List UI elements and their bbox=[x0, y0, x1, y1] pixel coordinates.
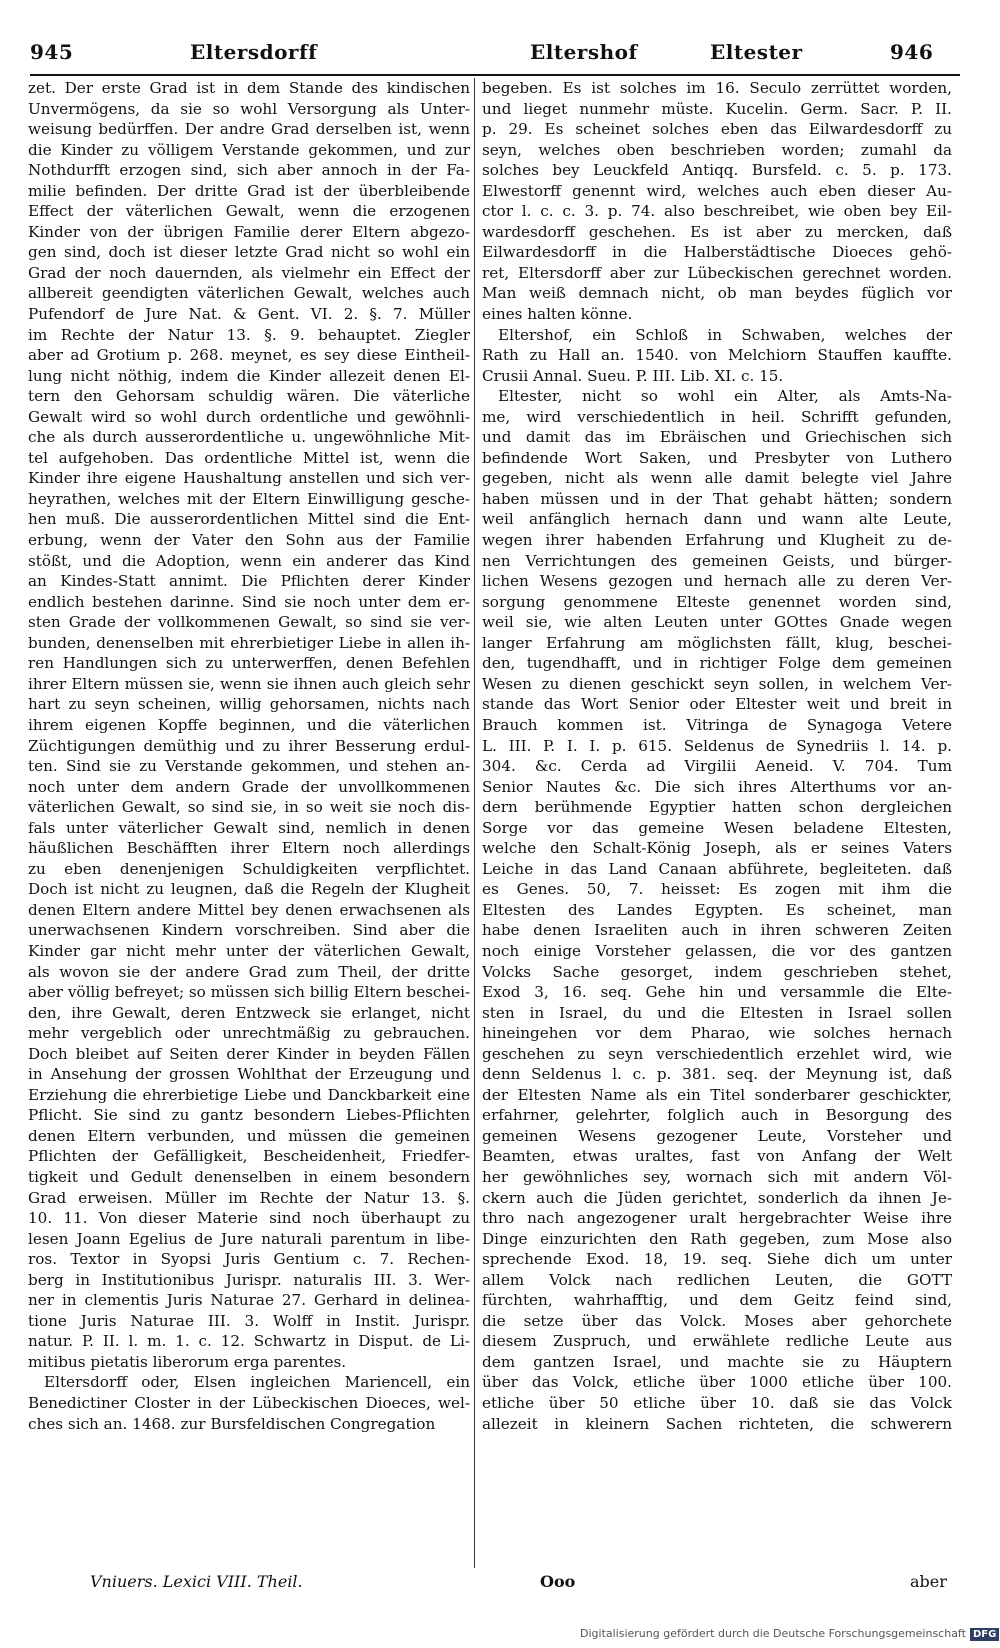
text-line: weil anfänglich hernach dann und wann alte Leute, bbox=[482, 510, 952, 529]
text-line: Doch bleibet auf Seiten derer Kinder in beyden Fällen bbox=[28, 1044, 470, 1063]
footer-signature: Ooo bbox=[540, 1572, 576, 1591]
text-line: me, wird verschiedentlich in heil. Schrifft gefunden, bbox=[482, 407, 952, 426]
text-line: Eltershof, ein Schloß in Schwaben, welches der bbox=[498, 325, 952, 344]
left-text-column bbox=[28, 78, 470, 1434]
text-line: Eltester, nicht so wohl ein Alter, als Amts-Na- bbox=[498, 387, 952, 406]
text-line: endlich bestehen darinne. Sind sie noch unter dem er- bbox=[28, 592, 470, 611]
text-line: stößt, und die Adoption, wenn ein anderer das Kind bbox=[28, 551, 470, 570]
text-line: ros. Textor in Syopsi Juris Gentium c. 7. Rechen- bbox=[28, 1250, 470, 1269]
text-line: Rath zu Hall an. 1540. von Melchiorn Stauffen kauffte. bbox=[482, 346, 952, 365]
text-line: ckern auch die Jüden gerichtet, sonderlich da ihnen Je- bbox=[482, 1188, 952, 1207]
text-line: Kinder gar nicht mehr unter der väterlichen Gewalt, bbox=[28, 941, 470, 960]
text-line: nen Verrichtungen des gemeinen Geists, und bürger- bbox=[482, 551, 952, 570]
text-line: lung nicht nöthig, indem die Kinder allezeit denen El- bbox=[28, 366, 470, 385]
text-line: Doch ist nicht zu leugnen, daß die Regeln der Klugheit bbox=[28, 880, 470, 899]
text-line: allezeit in kleinern Sachen richteten, die schwerern bbox=[482, 1414, 952, 1433]
text-line: gegeben, nicht als wenn alle damit belegte viel Jahre bbox=[482, 469, 952, 488]
text-line: Dinge einzurichten den Rath gegeben, zum Mose also bbox=[482, 1229, 952, 1248]
page-footer bbox=[30, 1572, 960, 1598]
footer-catchword: aber bbox=[910, 1572, 947, 1591]
text-line: lichen Wesens gezogen und hernach alle zu deren Ver- bbox=[482, 572, 952, 591]
text-line: ner in clementis Juris Naturae 27. Gerhard in delinea- bbox=[28, 1291, 470, 1310]
text-line: tern den Gehorsam schuldig wären. Die väterliche bbox=[28, 387, 470, 406]
text-line: erbung, wenn der Vater den Sohn aus der Familie bbox=[28, 531, 470, 550]
text-line: dem gantzen Israel, und machte sie zu Häuptern bbox=[482, 1352, 952, 1371]
header-title-right: Eltester bbox=[710, 40, 803, 64]
text-line: gemeinen Wesens gezogener Leute, Vorsteher und bbox=[482, 1126, 952, 1145]
text-line: denen Eltern verbunden, und müssen die gemeinen bbox=[28, 1126, 470, 1145]
text-line: Nothdurfft erzogen sind, sich aber annoch in der Fa- bbox=[28, 161, 470, 180]
text-line: noch einige Vorsteher gelassen, die vor des gantzen bbox=[482, 941, 952, 960]
text-line: Wesen zu dienen geschickt seyn sollen, in welchem Ver- bbox=[482, 674, 952, 693]
text-line: stande das Wort Senior oder Eltester weit und breit in bbox=[482, 695, 952, 714]
text-line: lesen Joann Egelius de Jure naturali parentum in libe- bbox=[28, 1229, 470, 1248]
text-line: Pflichten der Gefälligkeit, Bescheidenheit, Friedfer- bbox=[28, 1147, 470, 1166]
text-line: fals unter väterlicher Gewalt sind, nemlich in denen bbox=[28, 818, 470, 837]
text-line: weil sie, wie alten Leuten unter GOttes Gnade wegen bbox=[482, 613, 952, 632]
text-line: allbereit geendigten väterlichen Gewalt, welches auch bbox=[28, 284, 470, 303]
text-line: väterlichen Gewalt, so sind sie, in so weit sie noch dis- bbox=[28, 798, 470, 817]
text-line: zet. Der erste Grad ist in dem Stande des kindischen bbox=[28, 79, 470, 97]
text-line: sten Grade der vollkommenen Gewalt, so sind sie ver- bbox=[28, 613, 470, 632]
text-line: die setze über das Volck. Moses aber gehorchete bbox=[482, 1311, 952, 1330]
text-line: tione Juris Naturae III. 3. Wolff in Instit. Jurispr. bbox=[28, 1311, 470, 1330]
text-line: welche den Schalt-König Joseph, als er seines Vaters bbox=[482, 839, 952, 858]
text-line: Pflicht. Sie sind zu gantz besondern Liebes-Pflichten bbox=[28, 1106, 470, 1125]
text-line: Crusii Annal. Sueu. P. III. Lib. XI. c. 15. bbox=[482, 366, 784, 385]
text-line: als wovon sie der andere Grad zum Theil, der dritte bbox=[28, 962, 470, 981]
text-line: berg in Institutionibus Jurispr. naturalis III. 3. Wer- bbox=[28, 1270, 470, 1289]
text-line: und damit das im Ebräischen und Griechischen sich bbox=[482, 428, 952, 447]
text-line: allem Volck nach redlichen Leuten, die GOTT bbox=[482, 1270, 952, 1289]
text-line: denen Eltern andere Mittel bey denen erwachsenen als bbox=[28, 900, 470, 919]
text-line: gen sind, doch ist dieser letzte Grad nicht so wohl ein bbox=[28, 243, 470, 262]
page-number-left: 945 bbox=[30, 40, 74, 64]
text-line: che als durch ausserordentliche u. ungewöhnliche Mit- bbox=[28, 428, 470, 447]
text-line: wegen ihrer habenden Erfahrung und Klugheit zu de- bbox=[482, 531, 952, 550]
text-line: etliche über 50 etliche über 10. daß sie das Volck bbox=[482, 1394, 952, 1412]
text-line: aber ad Grotium p. 268. meynet, es sey diese Eintheil- bbox=[28, 346, 470, 365]
text-line: über das Volck, etliche über 1000 etliche über 100. bbox=[482, 1373, 952, 1392]
text-line: Züchtigungen demüthig und zu ihrer Besserung erdul- bbox=[28, 736, 470, 755]
text-line: Senior Nautes &c. Die sich ihres Alterthums vor an- bbox=[482, 777, 952, 796]
text-line: ihrem eigenen Kopffe beginnen, und die väterlichen bbox=[28, 715, 470, 734]
page-number-right: 946 bbox=[890, 40, 934, 64]
text-line: zu eben denenjenigen Schuldigkeiten verpflichtet. bbox=[28, 859, 470, 878]
text-line: mitibus pietatis liberorum erga parentes. bbox=[28, 1352, 347, 1371]
column-separator bbox=[474, 78, 475, 1568]
text-line: die Kinder zu völligem Verstande gekommen, und zur bbox=[28, 140, 470, 159]
text-line: Gewalt wird so wohl durch ordentliche und gewöhnli- bbox=[28, 407, 470, 426]
text-line: Grad der noch dauernden, als vielmehr ein Effect der bbox=[28, 263, 470, 282]
text-line: Benedictiner Closter in der Lübeckischen Dioeces, wel- bbox=[28, 1394, 470, 1412]
text-line: Beamten, etwas uraltes, fast von Anfang der Welt bbox=[482, 1147, 952, 1166]
text-line: heyrathen, welches mit der Eltern Einwilligung gesche- bbox=[28, 489, 470, 508]
text-line: sten in Israel, du und die Eltesten in Israel sollen bbox=[482, 1003, 952, 1022]
text-line: weisung bedürffen. Der andre Grad derselben ist, wenn bbox=[28, 120, 470, 139]
text-line: den, tugendhafft, und in richtiger Folge dem gemeinen bbox=[482, 654, 952, 673]
text-line: ctor l. c. c. 3. p. 74. also beschreibet, wie oben bey Eil- bbox=[482, 202, 952, 221]
text-line: in Ansehung der grossen Wohlthat der Erzeugung und bbox=[28, 1065, 470, 1084]
text-line: thro nach angezogener uralt hergebrachter Weise ihre bbox=[482, 1209, 952, 1228]
text-line: Volcks Sache gesorget, indem geschrieben stehet, bbox=[482, 962, 952, 981]
text-line: sorgung genommene Elteste genennet worden sind, bbox=[482, 592, 952, 611]
text-line: Exod 3, 16. seq. Gehe hin und versammle die Elte- bbox=[482, 983, 952, 1002]
text-line: aber völlig befreyet; so müssen sich billig Eltern beschei- bbox=[28, 983, 470, 1002]
text-line: es Genes. 50, 7. heisset: Es zogen mit ihm die bbox=[482, 880, 952, 899]
text-line: und lieget nunmehr müste. Kucelin. Germ. Sacr. P. II. bbox=[482, 99, 952, 118]
text-line: tigkeit und Gedult denenselben in einem besondern bbox=[28, 1167, 470, 1186]
text-line: hart zu seyn scheinen, willig gehorsamen, nichts nach bbox=[28, 695, 470, 714]
text-line: diesem Zuspruch, und erwählete redliche Leute aus bbox=[482, 1332, 952, 1351]
header-title-center: Eltershof bbox=[530, 40, 638, 64]
text-line: der Eltesten Name als ein Titel sonderbarer geschickter, bbox=[482, 1085, 952, 1104]
text-line: langer Erfahrung am möglichsten fällt, klug, beschei- bbox=[482, 633, 952, 652]
right-text-column bbox=[482, 78, 952, 1434]
text-line: Effect der väterlichen Gewalt, wenn die erzogenen bbox=[28, 202, 470, 221]
footer-volume: Vniuers. Lexici VIII. Theil. bbox=[90, 1572, 303, 1591]
text-line: mehr vergeblich oder unrechtmäßig zu gebrauchen. bbox=[28, 1024, 470, 1043]
text-line: häußlichen Beschäfften ihrer Eltern noch allerdings bbox=[28, 839, 470, 858]
text-line: ten. Sind sie zu Verstande gekommen, und stehen an- bbox=[28, 757, 470, 776]
text-line: L. III. P. I. I. p. 615. Seldenus de Synedriis l. 14. p. bbox=[482, 736, 952, 755]
text-line: p. 29. Es scheinet solches eben das Eilwardesdorff zu bbox=[482, 120, 952, 139]
text-line: 10. 11. Von dieser Materie sind noch überhaupt zu bbox=[28, 1209, 470, 1228]
text-line: Erziehung die ehrerbietige Liebe und Danckbarkeit eine bbox=[28, 1085, 470, 1104]
text-line: hineingehen vor dem Pharao, wie solches hernach bbox=[482, 1024, 952, 1043]
text-line: bunden, denenselben mit ehrerbietiger Liebe in allen ih- bbox=[28, 633, 470, 652]
text-line: an Kindes-Statt annimt. Die Pflichten derer Kinder bbox=[28, 572, 470, 591]
digitization-credit bbox=[580, 1626, 999, 1642]
text-line: Eltesten des Landes Egypten. Es scheinet, man bbox=[482, 900, 952, 919]
text-line: Kinder ihre eigene Haushaltung anstellen und sich ver- bbox=[28, 469, 470, 488]
text-line: noch unter dem andern Grade der unvollkommenen bbox=[28, 777, 470, 796]
text-line: den, ihre Gewalt, deren Entzweck sie erlanget, nicht bbox=[28, 1003, 470, 1022]
text-line: dern berühmende Egyptier hatten schon dergleichen bbox=[482, 798, 952, 817]
text-line: Brauch kommen ist. Vitringa de Synagoga Vetere bbox=[482, 715, 952, 734]
text-line: haben müssen und in der That gehabt hätten; sondern bbox=[482, 489, 952, 508]
text-line: Grad erweisen. Müller im Rechte der Natur 13. §. bbox=[28, 1188, 470, 1207]
text-line: ret, Eltersdorff aber zur Lübeckischen gerechnet worden. bbox=[482, 263, 952, 282]
text-line: Elwestorff genennt wird, welches auch eben dieser Au- bbox=[482, 181, 952, 200]
text-line: tel aufgehoben. Das ordentliche Mittel ist, wenn die bbox=[28, 448, 470, 467]
text-line: Eltersdorff oder, Elsen ingleichen Mariencell, ein bbox=[44, 1373, 470, 1392]
text-line: unerwachsenen Kindern vorschreiben. Sind aber die bbox=[28, 921, 470, 940]
text-line: habe denen Israeliten auch in ihren schweren Zeiten bbox=[482, 921, 952, 940]
text-line: wardesdorff geschehen. Es ist aber zu mercken, daß bbox=[482, 222, 952, 241]
text-line: Kinder von der übrigen Familie derer Eltern abgezo- bbox=[28, 222, 470, 241]
text-line: eines halten könne. bbox=[482, 305, 633, 324]
text-line: 304. &c. Cerda ad Virgilii Aeneid. V. 704. Tum bbox=[482, 757, 952, 776]
dfg-logo: DFG bbox=[970, 1628, 999, 1641]
text-line: Leiche in das Land Canaan abführete, begleiteten. daß bbox=[482, 859, 952, 878]
text-line: denn Seldenus l. c. p. 381. seq. der Meynung ist, daß bbox=[482, 1065, 952, 1084]
text-line: Eilwardesdorff in die Halberstädtische Dioeces gehö- bbox=[482, 243, 952, 262]
text-line: ihrer Eltern müssen sie, wenn sie ihnen auch gleich sehr bbox=[28, 674, 470, 693]
text-line: begeben. Es ist solches im 16. Seculo zerrüttet worden, bbox=[482, 79, 952, 97]
text-line: befindende Wort Saken, und Presbyter von Luthero bbox=[482, 448, 952, 467]
text-line: Sorge vor das gemeine Wesen beladene Eltesten, bbox=[482, 818, 952, 837]
text-line: erfahrner, gelehrter, folglich auch in Besorgung des bbox=[482, 1106, 952, 1125]
text-line: sprechende Exod. 18, 19. seq. Siehe dich um unter bbox=[482, 1250, 952, 1269]
text-line: natur. P. II. l. m. 1. c. 12. Schwartz in Disput. de Li- bbox=[28, 1332, 470, 1351]
credit-text: Digitalisierung gefördert durch die Deutsche Forschungsgemeinschaft bbox=[580, 1627, 966, 1640]
text-line: milie befinden. Der dritte Grad ist der überbleibende bbox=[28, 181, 470, 200]
text-line: seyn, welches oben beschrieben worden; zumahl da bbox=[482, 140, 952, 159]
header-title-left: Eltersdorff bbox=[190, 40, 318, 64]
text-line: her gewöhnliches sey, wornach sich mit andern Völ- bbox=[482, 1167, 952, 1186]
text-line: Unvermögens, da sie so wohl Versorgung als Unter- bbox=[28, 99, 470, 118]
text-line: hen muß. Die ausserordentlichen Mittel sind die Ent- bbox=[28, 510, 470, 529]
text-line: geschehen zu seyn verschiedentlich erzehlet wird, wie bbox=[482, 1044, 952, 1063]
text-line: Man weiß demnach nicht, ob man beydes füglich vor bbox=[482, 284, 952, 303]
text-line: ren Handlungen sich zu unterwerffen, denen Befehlen bbox=[28, 654, 470, 673]
text-line: Pufendorf de Jure Nat. & Gent. VI. 2. §. 7. Müller bbox=[28, 305, 470, 324]
text-line: solches bey Leuckfeld Antiqq. Bursfeld. c. 5. p. 173. bbox=[482, 161, 952, 180]
running-header bbox=[30, 40, 960, 74]
text-line: fürchten, wahrhafftig, und dem Geitz feind sind, bbox=[482, 1291, 952, 1310]
header-rule bbox=[30, 74, 960, 76]
text-line: im Rechte der Natur 13. §. 9. behauptet. Ziegler bbox=[28, 325, 470, 344]
text-line: ches sich an. 1468. zur Bursfeldischen Congregation bbox=[28, 1414, 436, 1433]
